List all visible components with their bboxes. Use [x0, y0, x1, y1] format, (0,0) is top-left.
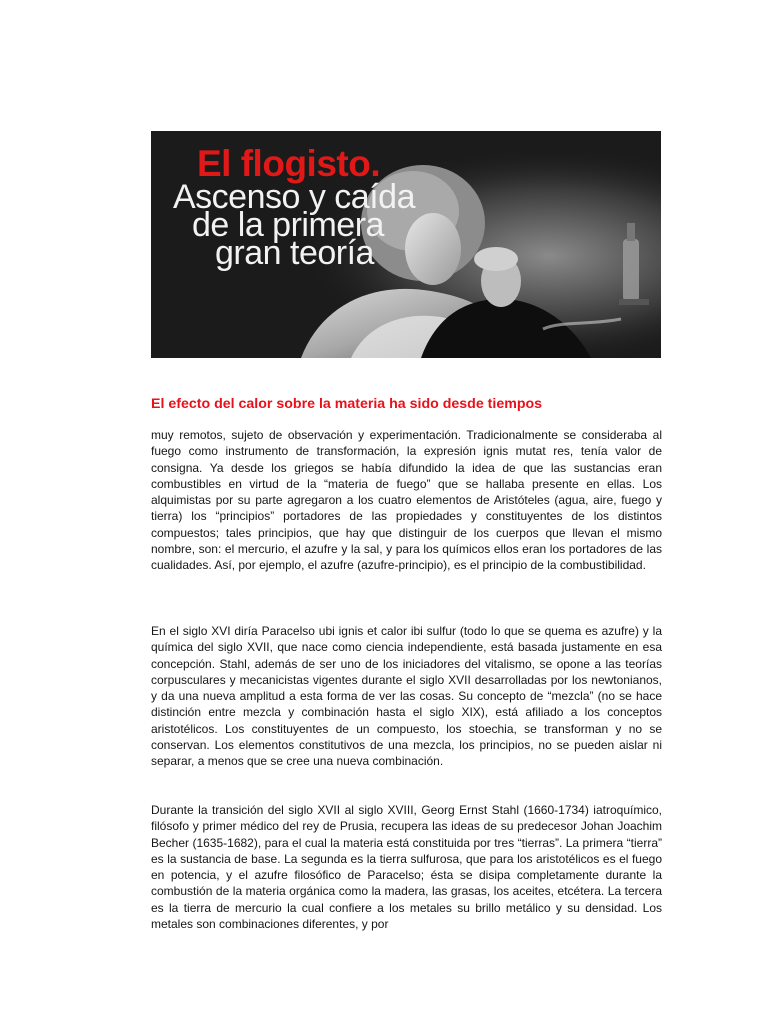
banner-title: [173, 143, 415, 272]
paragraph-1: muy remotos, sujeto de observación y experimentación. Tradicionalmente se consideraba al fuego como instrumento de transformación, la expresión ignis mutat res, tenía valor de consigna. Ya desde los griegos se había difundido la idea de que las sustancias eran combustibles en virtud de la “materia de fuego” que se hallaba presente en ellas. Los alquimistas por su parte agregaron a los cuatro elementos de Aristóteles (agua, aire, fuego y tierra) los “principios” portadores de las propiedades y constituyentes de los distintos compuestos; tales principios, que hay que distinguir de los cuerpos que llevan el mismo nombre, son: el mercurio, el azufre y la sal, y para los químicos ellos eran los portadores de las cualidades. Así, por ejemplo, el azufre (azufre-principio), es el principio de la combustibilidad.: [151, 428, 662, 573]
paragraph-3: Durante la transición del siglo XVII al siglo XVIII, Georg Ernst Stahl (1660-1734) iatroquímico, filósofo y primer médico del rey de Prusia, recupera las ideas de su predecesor Johan Joachim Becher (1635-1682), para el cual la materia está constituida por tres “tierras”. La primera “tierra” es la sustancia de base. La segunda es la tierra sulfurosa, que para los aristotélicos es el fuego en potencia, y el azufre filosófico de Paracelso; ésta se disipa completamente durante la combustión de la materia orgánica como la madera, las grasas, los aceites, etcétera. La tercera es la tierra de mercurio la cual confiere a los metales su brillo metálico y su densidad. Los metales son combinaciones diferentes, y por: [151, 803, 662, 932]
article-heading: El efecto del calor sobre la materia ha sido desde tiempos: [151, 396, 543, 412]
banner-title-line2: Ascenso y caída: [173, 178, 415, 216]
banner-title-line1: El flogisto.: [197, 143, 381, 184]
banner-title-line3: de la primera: [192, 206, 384, 244]
paragraph-2: En el siglo XVI diría Paracelso ubi ignis et calor ibi sulfur (todo lo que se quema es azufre) y la química del siglo XVII, que nace como ciencia independiente, está basada justamente en esa concepción. Stahl, además de ser uno de los iniciadores del vitalismo, se opone a las teorías corpusculares y mecanicistas vigentes durante el siglo XVII desarrolladas por los newtonianos, y da una nueva amplitud a esta forma de ver las cosas. Su concepto de “mezcla” (no se hace distinción entre mezcla y combinación hasta el siglo XIX), está afiliado a los conceptos aristotélicos. Los constituyentes de un compuesto, los stoechia, se transforman y no se conservan. Los elementos constitutivos de una mezcla, los principios, no se pueden aislar ni separar, a menos que se cree una nueva combinación.: [151, 624, 662, 769]
banner-image: [151, 131, 661, 358]
banner-title-line4: gran teoría: [215, 234, 374, 272]
